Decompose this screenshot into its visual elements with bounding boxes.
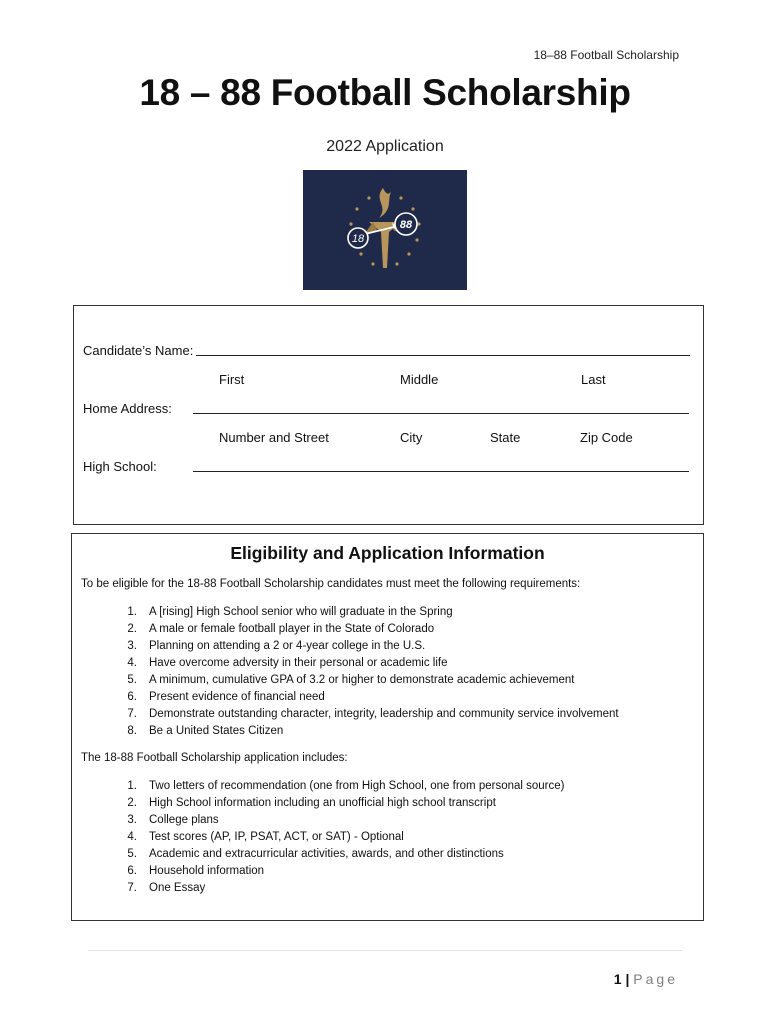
list-item: 7. Demonstrate outstanding character, integrity, leadership and community service involvement (127, 708, 619, 720)
high-school-field[interactable] (193, 471, 689, 472)
name-first-caption: First (219, 372, 245, 387)
torch-logo-graphic (303, 170, 467, 290)
list-item: 8. Be a United States Citizen (127, 725, 284, 737)
page-footer (614, 971, 678, 987)
includes-list (114, 778, 564, 897)
eligibility-intro: To be eligible for the 18-88 Football Scholarship candidates must meet the following requirements: (81, 578, 581, 590)
addr-street-caption: Number and Street (219, 430, 329, 445)
list-item: 7. One Essay (127, 882, 206, 894)
list-item: 3. Planning on attending a 2 or 4-year college in the U.S. (127, 640, 426, 652)
name-middle-caption: Middle (400, 372, 439, 387)
list-item: 4. Test scores (AP, IP, PSAT, ACT, or SAT) - Optional (127, 831, 404, 843)
page-number: 1 (613, 971, 622, 987)
running-header: 18–88 Football Scholarship (533, 48, 679, 62)
list-item: 2. A male or female football player in the State of Colorado (127, 623, 435, 635)
requirements-list (114, 604, 619, 740)
list-item: 1. Two letters of recommendation (one from High School, one from personal source) (127, 780, 565, 792)
list-item: 3. College plans (127, 814, 219, 826)
candidate-name-field[interactable] (196, 355, 690, 356)
home-address-label: Home Address: (83, 401, 172, 416)
logo-text-right: 88 (399, 219, 413, 231)
list-item: 2. High School information including an unofficial high school transcript (127, 797, 496, 809)
list-item: 1. A [rising] High School senior who will graduate in the Spring (127, 606, 453, 618)
name-last-caption: Last (581, 372, 606, 387)
addr-city-caption: City (400, 430, 423, 445)
eligibility-heading: Eligibility and Application Information (230, 543, 545, 563)
logo-text-left: 18 (351, 233, 365, 245)
list-item: 6. Present evidence of financial need (127, 691, 325, 703)
candidate-info-box (73, 305, 704, 525)
list-item: 6. Household information (127, 865, 265, 877)
document-subtitle: 2022 Application (326, 138, 444, 155)
list-item: 5. A minimum, cumulative GPA of 3.2 or higher to demonstrate academic achievement (127, 674, 575, 686)
candidate-name-label: Candidate’s Name: (83, 343, 194, 358)
addr-state-caption: State (490, 430, 521, 445)
page-separator: | (625, 971, 630, 987)
home-address-field[interactable] (193, 413, 689, 414)
scholarship-logo (303, 170, 467, 290)
list-item: 5. Academic and extracurricular activities, awards, and other distinctions (127, 848, 504, 860)
addr-zip-caption: Zip Code (580, 430, 633, 445)
document-title: 18 – 88 Football Scholarship (139, 72, 631, 113)
high-school-label: High School: (83, 459, 157, 474)
includes-intro: The 18-88 Football Scholarship application includes: (81, 752, 348, 764)
footer-divider (88, 950, 682, 951)
eligibility-box (71, 533, 704, 921)
list-item: 4. Have overcome adversity in their personal or academic life (127, 657, 448, 669)
page-word: Page (633, 971, 678, 987)
